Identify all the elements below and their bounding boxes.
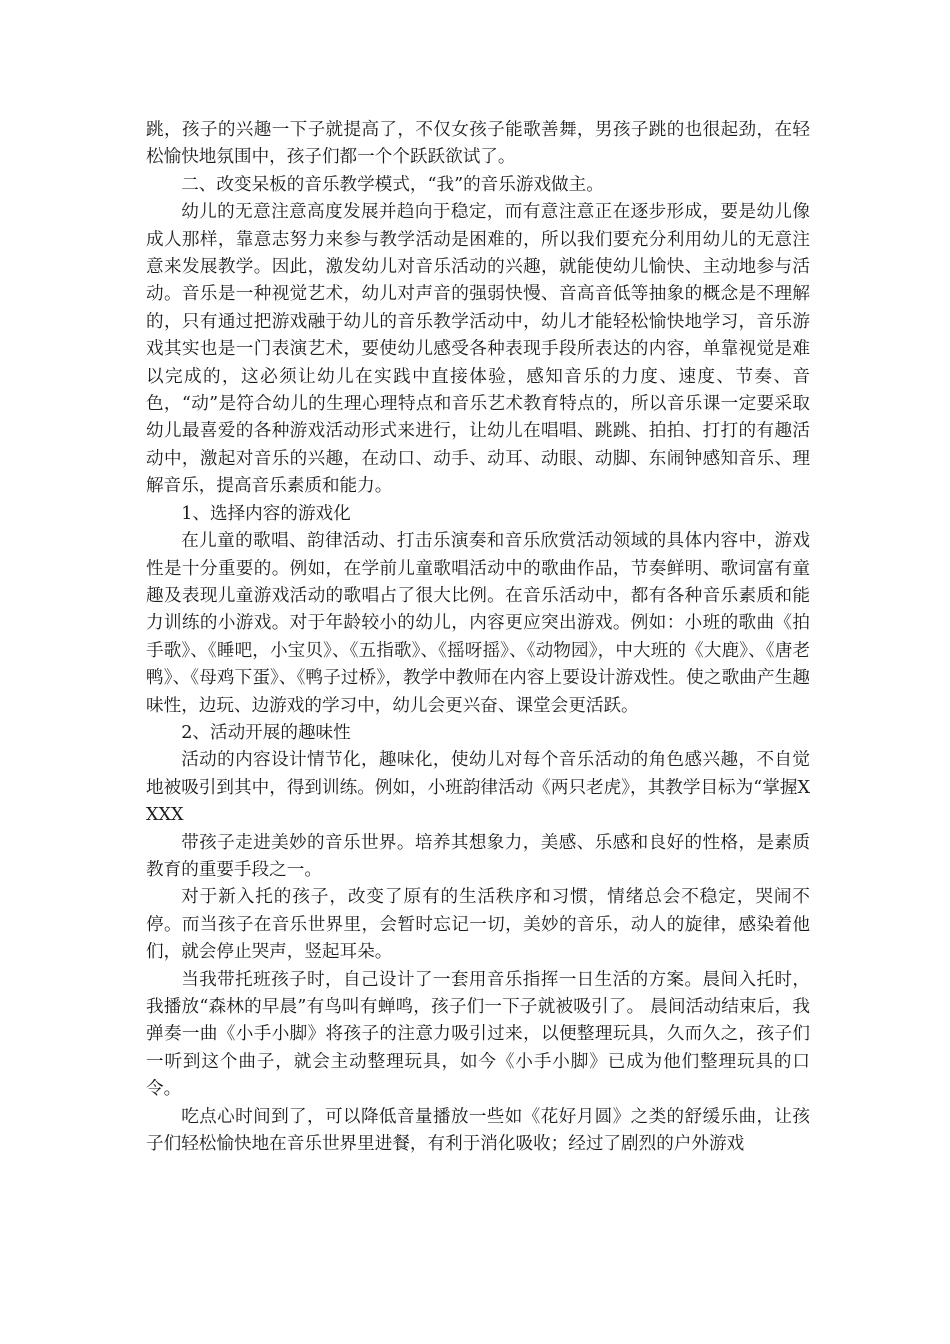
subheading-2: 2、活动开展的趣味性 xyxy=(181,722,351,743)
paragraph-continued: 跳，孩子的兴趣一下子就提高了，不仅女孩子能歌善舞，男孩子跳的也很起劲，在轻松愉快地氛围中，孩子们都一个个跃跃欲试了。 xyxy=(146,120,810,168)
paragraph: 吃点心时间到了，可以降低音量播放一些如《花好月圆》之类的舒缓乐曲，让孩子们轻松愉快地在音乐世界里进餐，有利于消化吸收；经过了剧烈的户外游戏 xyxy=(146,1106,810,1155)
paragraph: 在儿童的歌唱、韵律活动、打击乐演奏和音乐欣赏活动领域的具体内容中，游戏性是十分重要的。例如，在学前儿童歌唱活动中的歌曲作品，节奏鲜明、歌词富有童趣及表现儿童游戏活动的歌唱占了很大比例。在音乐活动中，都有各种音乐素质和能力训练的小游戏。对于年龄较小的幼儿，内容更应突出游戏。例如：小班的歌曲《拍手歌》、《睡吧，小宝贝》、《五指歌》、《摇呀摇》、《动物园》，中大班的《大鹿》、《唐老鸭》、《母鸡下蛋》、《鸭子过桥》，教学中教师在内容上要设计游戏性。使之歌曲产生趣味性，边玩、边游戏的学习中，幼儿会更兴奋、课堂会更活跃。 xyxy=(146,531,810,716)
paragraph: 幼儿的无意注意高度发展并趋向于稳定，而有意注意正在逐步形成，要是幼儿像成人那样，靠意志努力来参与教学活动是困难的，所以我们要充分利用幼儿的无意注意来发展教学。因此，激发幼儿对音乐活动的兴趣，就能使幼儿愉快、主动地参与活动。音乐是一种视觉艺术，幼儿对声音的强弱快慢、音高音低等抽象的概念是不理解的，只有通过把游戏融于幼儿的音乐教学活动中，幼儿才能轻松愉快地学习，音乐游戏其实也是一门表演艺术，要使幼儿感受各种表现手段所表达的内容，单靠视觉是难以完成的，这必须让幼儿在实践中直接体验，感知音乐的力度、速度、节奏、音色，“动”是符合幼儿的生理心理特点和音乐艺术教育特点的，所以音乐课一定要采取幼儿最喜爱的各种游戏活动形式来进行，让幼儿在唱唱、跳跳、拍拍、打打的有趣活动中，激起对音乐的兴趣，在动口、动手、动耳、动眼、动脚、东闹钟感知音乐、理解音乐，提高音乐素质和能力。 xyxy=(146,202,810,497)
paragraph: 当我带托班孩子时，自己设计了一套用音乐指挥一日生活的方案。晨间入托时，我播放“森林的早晨”有鸟叫有蝉鸣，孩子们一下子就被吸引了。 晨间活动结束后，我弹奏一曲《小手小脚》将孩子的注意力吸引过来，以便整理玩具，久而久之，孩子们一听到这个曲子，就会主动整理玩具，如今《小手小脚》已成为他们整理玩具的口令。 xyxy=(146,969,810,1100)
document-body xyxy=(146,117,810,1158)
section-heading-2: 二、改变呆板的音乐教学模式，“我”的音乐游戏做主。 xyxy=(181,174,604,195)
paragraph: 对于新入托的孩子，改变了原有的生活秩序和习惯，情绪总会不稳定，哭闹不停。而当孩子在音乐世界里，会暂时忘记一切，美妙的音乐，动人的旋律，感染着他们，就会停止哭声，竖起耳朵。 xyxy=(146,887,810,963)
paragraph: 带孩子走进美妙的音乐世界。培养其想象力，美感、乐感和良好的性格，是素质教育的重要手段之一。 xyxy=(146,832,810,880)
paragraph: 活动的内容设计情节化，趣味化，使幼儿对每个音乐活动的角色感兴趣，不自觉地被吸引到其中，得到训练。例如，小班韵律活动《两只老虎》，其教学目标为“掌握XXXX xyxy=(146,750,810,826)
subheading-1: 1、选择内容的游戏化 xyxy=(181,503,351,524)
